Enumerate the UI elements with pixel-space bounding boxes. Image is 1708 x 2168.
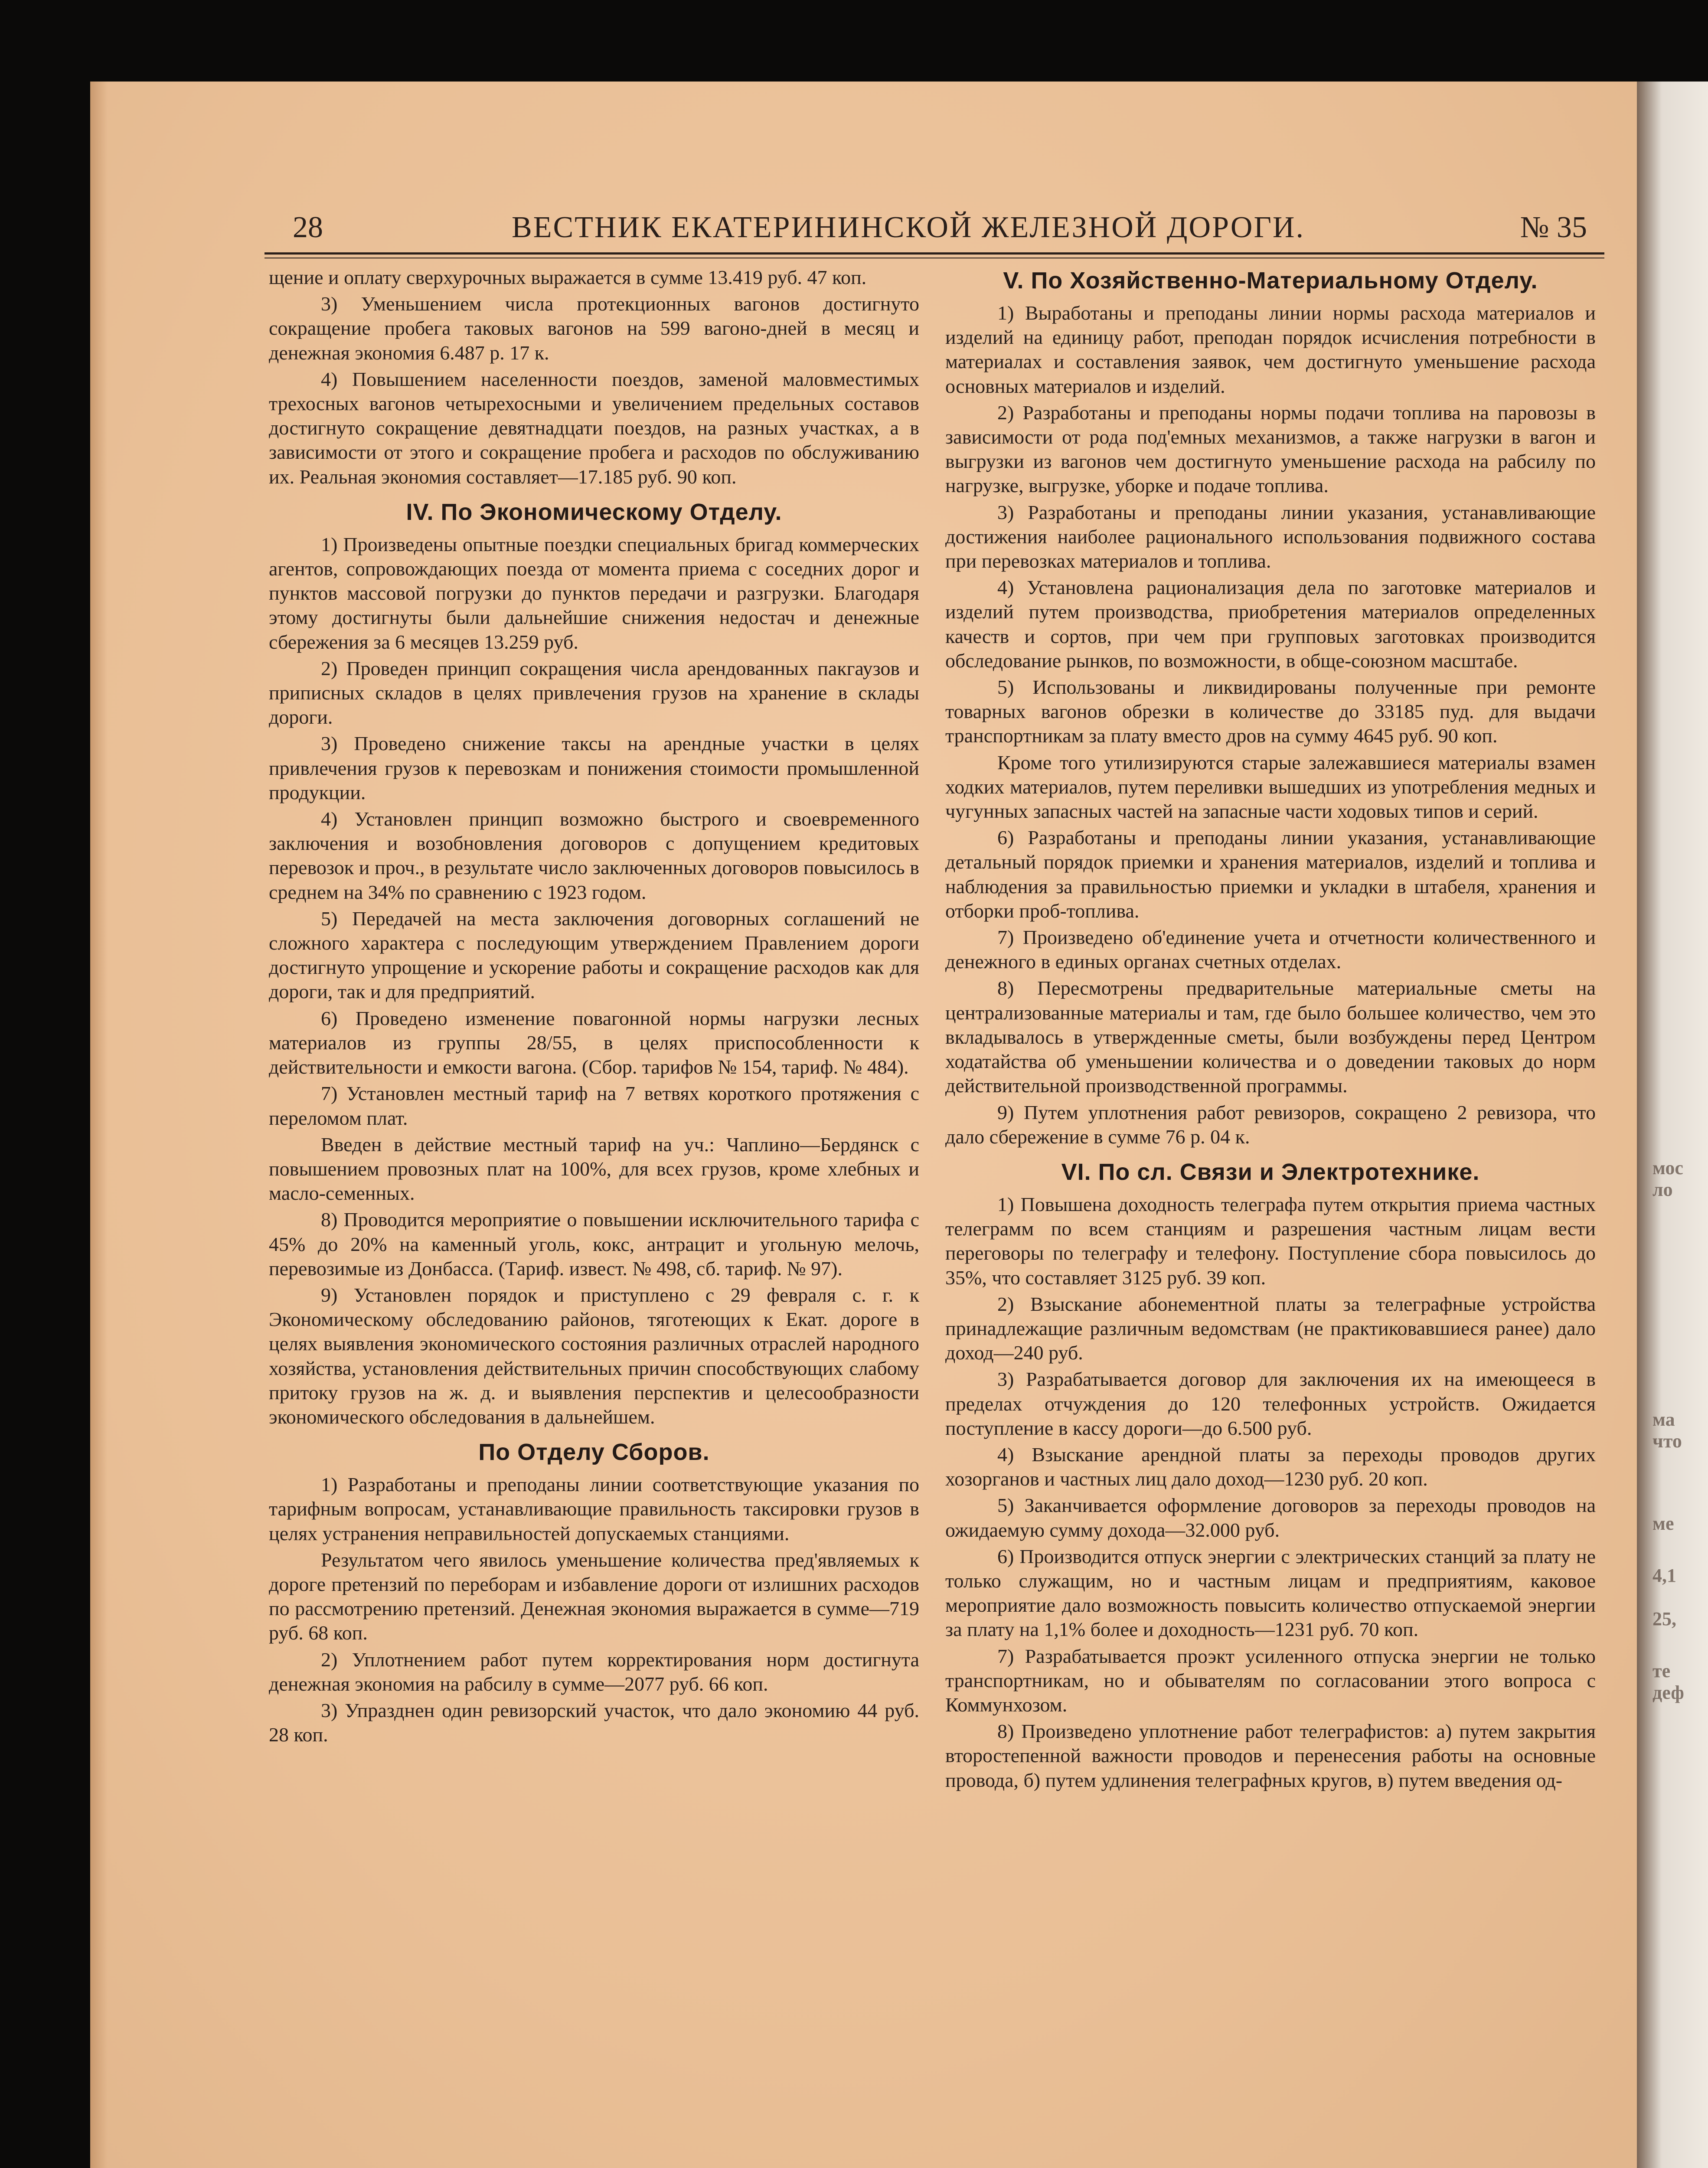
paragraph: 8) Пересмотрены предварительные материальные сметы на централизованные материалы и там, где было большее количество, чем это вкладывалось в утвержденные сметы, были возбуждены перед Центром ходатайства об уменьшении количества и о доведении таковых до норм действительной производственной программы. [945, 977, 1596, 1097]
paragraph: 2) Проведен принцип сокращения числа арендованных пакгаузов и приписных складов в целях привлечения грузов на хранение в склады дороги. [269, 657, 919, 728]
running-header [269, 208, 1604, 247]
margin-fragment: мос [1652, 1157, 1683, 1179]
paragraph: 5) Использованы и ликвидированы полученные при ремонте товарных вагонов обрезки в количестве до 33185 пуд. для выдачи транспортникам за плату вместо дров на сумму 4645 руб. 90 коп. [945, 676, 1596, 747]
header-rule [265, 252, 1604, 255]
margin-fragment: что [1652, 1430, 1682, 1452]
paragraph: 8) Произведено уплотнение работ телеграфистов: а) путем закрытия второстепенной важности проводов и перенесения работы на основные провода, б) путем удлинения телеграфных кругов, в) путем введения од- [945, 1720, 1596, 1791]
section-heading-fees: По Отделу Сборов. [478, 1439, 710, 1466]
paragraph: 8) Проводится мероприятие о повышении исключительного тарифа с 45% до 20% на каменный уголь, кокс, антрацит и угольную мелочь, перевозимые из Донбасса. (Тариф. извест. № 498, сб. тариф. № 97). [269, 1208, 919, 1280]
paragraph: щение и оплату сверхурочных выражается в сумме 13.419 руб. 47 коп. [269, 266, 867, 288]
paragraph: 7) Произведено об'единение учета и отчетности количественного и денежного в единых органах счетных отделах. [945, 926, 1596, 973]
paragraph: 3) Упразднен один ревизорский участок, что дало экономию 44 руб. 28 коп. [269, 1699, 919, 1746]
paragraph: 2) Уплотнением работ путем корректирования норм достигнута денежная экономия на рабсилу в сумме—2077 руб. 66 коп. [269, 1648, 919, 1695]
paragraph: 2) Взыскание абонементной платы за телеграфные устройства принадлежащие различным ведомствам (не практиковавшиеся ранее) дало доход—240 руб. [945, 1293, 1596, 1364]
section-heading-economic: IV. По Экономическому Отделу. [406, 499, 782, 525]
margin-fragment: 4,1 [1652, 1565, 1676, 1586]
section-heading-communications: VI. По сл. Связи и Электротехнике. [1061, 1159, 1480, 1185]
paragraph: 3) Проведено снижение таксы на арендные участки в целях привлечения грузов к перевозкам и понижения стоимости промышленной продукции. [269, 732, 919, 803]
paragraph: Кроме того утилизируются старые залежавшиеся материалы взамен ходких материалов, путем переливки вышедших из употребления медных и чугунных запасных частей на запасные части ходовых типов и серий. [945, 751, 1596, 823]
paragraph: 4) Установлена рационализация дела по заготовке материалов и изделий путем производства, приобретения материалов определенных качеств и сортов, при чем при групповых заготовках производится обследование рынков, по возможности, в обще-союзном масштабе. [945, 576, 1596, 672]
page-edge-shadow [90, 82, 108, 2168]
paragraph: 3) Уменьшением числа протекционных вагонов достигнуто сокращение пробега таковых вагонов на 599 вагоно-дней в месяц и денежная экономия 6.487 р. 17 к. [269, 293, 919, 364]
paragraph: 6) Разработаны и преподаны линии указания, устанавливающие детальный порядок приемки и хранения материалов, изделий и топлива и наблюдения за правильностью приемки и укладки в штабеля, хранения и отборки проб-топлива. [945, 826, 1596, 922]
paragraph: 5) Заканчивается оформление договоров за переходы проводов на ожидаемую сумму дохода—32.000 руб. [945, 1494, 1596, 1541]
paragraph: 5) Передачей на места заключения договорных соглашений не сложного характера с последующим утверждением Правлением дороги достигнуто упрощение и ускорение работы и сокращение расходов как для дороги, так и для предприятий. [269, 907, 919, 1003]
margin-fragment: ло [1652, 1179, 1673, 1200]
margin-fragment: деф [1652, 1682, 1684, 1703]
paragraph: 7) Разрабатывается проэкт усиленного отпуска энергии не только транспортникам, но и обывателям по согласовании этого вопроса с Коммунхозом. [945, 1645, 1596, 1716]
paragraph: 3) Разрабатывается договор для заключения их на имеющееся в пределах отчуждения до 120 телефонных устройств. Ожидается поступление в кассу дороги—до 6.500 руб. [945, 1368, 1596, 1439]
page-number: 28 [293, 211, 323, 244]
paragraph: 1) Произведены опытные поездки специальных бригад коммерческих агентов, сопровождающих поезда от момента приема с соседних дорог и пунктов массовой погрузки до пунктов передачи и разгрузки. Благодаря этому достигнуты были дальнейшие снижения недостач и денежные сбережения за 6 месяцев 13.259 руб. [269, 533, 919, 653]
right-column [945, 265, 1596, 1795]
paragraph: 4) Установлен принцип возможно быстрого и своевременного заключения и возобновления договоров с допущением кредитовых перевозок и проч., в результате число заключенных договоров повысилось в среднем на 34% по сравнению с 1923 годом. [269, 808, 919, 903]
paragraph: 6) Проведено изменение повагонной нормы нагрузки лесных материалов из группы 28/55, в целях приспособленности к действительности и емкости вагона. (Сбор. тарифов № 154, тариф. № 484). [269, 1007, 919, 1078]
paragraph: 1) Выработаны и преподаны линии нормы расхода материалов и изделий на единицу работ, преподан порядок исчисления потребности в материалах и составления заявок, чем достигнуто уменьшение расхода основных материалов и изделий. [945, 302, 1596, 397]
paragraph: 1) Разработаны и преподаны линии соответствующие указания по тарифным вопросам, устанавливающие правильность таксировки грузов в целях устранения неправильностей допускаемых станциями. [269, 1473, 919, 1544]
margin-fragment: ме [1652, 1513, 1674, 1534]
paragraph: 4) Повышением населенности поездов, заменой маловместимых трехосных вагонов четырехосными и увеличением предельных составов достигнуто сокращение девятнадцати поездов, на разных участках, а в зависимости от этого и сокращение пробега и расходов по обслуживанию их. Реальная экономия составляет—17.185 руб. 90 коп. [269, 368, 919, 488]
publication-title: ВЕСТНИК ЕКАТЕРИНИНСКОЙ ЖЕЛЕЗНОЙ ДОРОГИ. [512, 211, 1305, 244]
margin-fragment: те [1652, 1660, 1671, 1682]
paragraph: 1) Повышена доходность телеграфа путем открытия приема частных телеграмм по всем станциям и разрешения частным лицам вести переговоры по телеграфу и телефону. Поступление сбора повысилось до 35%, что составляет 3125 руб. 39 коп. [945, 1193, 1596, 1289]
adjacent-page-strip [1637, 82, 1708, 2168]
paragraph: 2) Разработаны и преподаны нормы подачи топлива на паровозы в зависимости от рода под'емных механизмов, а также нагрузки в вагон и выгрузки из вагонов чем достигнуто уменьшение расхода на рабсилу по нагрузке, выгрузке, уборке и подаче топлива. [945, 401, 1596, 497]
paragraph: 3) Разработаны и преподаны линии указания, устанавливающие достижения наиболее рационального использования подвижного состава при перевозках материалов и топлива. [945, 501, 1596, 572]
paragraph: 6) Производится отпуск энергии с электрических станций за плату не только служащим, но и частным лицам и предприятиям, каковое мероприятие дало возможность повысить количество отпускаемой энергии за плату на 1,1% более и доходность—1231 руб. 70 коп. [945, 1545, 1596, 1641]
paragraph: 9) Путем уплотнения работ ревизоров, сокращено 2 ревизора, что дало сбережение в сумме 76 р. 04 к. [945, 1101, 1596, 1148]
margin-fragment: 25, [1652, 1608, 1676, 1629]
issue-number: № 35 [1520, 211, 1587, 244]
section-heading-materials: V. По Хозяйственно-Материальному Отделу. [1003, 268, 1538, 294]
paragraph: 7) Установлен местный тариф на 7 ветвях короткого протяжения с переломом плат. [269, 1082, 919, 1129]
paragraph: 4) Взыскание арендной платы за переходы проводов других хозорганов и частных лиц дало доход—1230 руб. 20 коп. [945, 1443, 1596, 1490]
paragraph: 9) Установлен порядок и приступлено с 29 февраля с. г. к Экономическому обследованию районов, тяготеющих к Екат. дороге в целях выявления экономического состояния различных отраслей народного хозяйства, установления действительных причин способствующих слабому притоку грузов на ж. д. и выявления перспектив и целесообразности экономического обследования в дальнейшем. [269, 1283, 919, 1428]
margin-fragment: ма [1652, 1409, 1675, 1430]
left-column [269, 265, 919, 1749]
paragraph: Введен в действие местный тариф на уч.: Чаплино—Бердянск с повышением провозных плат на 100%, для всех грузов, кроме хлебных и масло-семенных. [269, 1133, 919, 1205]
paragraph: Результатом чего явилось уменьшение количества пред'являемых к дороге претензий по переборам и избавление дороги от излишних расходов по рассмотрению претензий. Денежная экономия выражается в сумме—719 руб. 68 коп. [269, 1548, 919, 1644]
